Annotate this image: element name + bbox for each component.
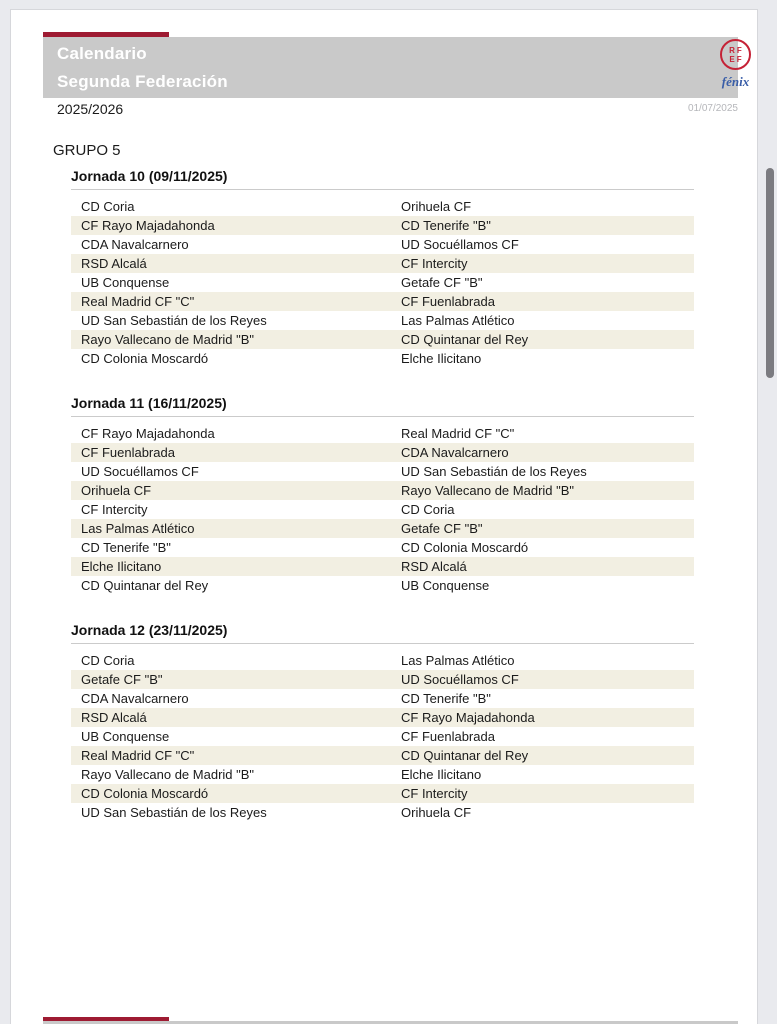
home-team: CF Fuenlabrada	[81, 445, 175, 460]
match-row	[71, 670, 694, 689]
away-team: Orihuela CF	[401, 805, 472, 820]
away-team: UD Socuéllamos CF	[401, 672, 519, 687]
home-team: UB Conquense	[81, 275, 170, 290]
document-subtitle: Segunda Federación	[57, 72, 228, 91]
logo-line1: RF	[729, 45, 744, 55]
away-team: CF Intercity	[401, 256, 468, 271]
home-team: Orihuela CF	[81, 483, 152, 498]
away-team: CF Fuenlabrada	[401, 729, 495, 744]
match-row	[71, 651, 694, 670]
match-row	[71, 784, 694, 803]
away-team: Orihuela CF	[401, 199, 472, 214]
home-team: CDA Navalcarnero	[81, 691, 189, 706]
match-row	[71, 481, 694, 500]
match-row	[71, 538, 694, 557]
home-team: RSD Alcalá	[81, 256, 147, 271]
home-team: CD Coria	[81, 653, 135, 668]
match-row	[71, 462, 694, 481]
match-row	[71, 292, 694, 311]
group-title: GRUPO 5	[53, 142, 121, 159]
away-team: Elche Ilicitano	[401, 767, 482, 782]
match-row	[71, 557, 694, 576]
away-team: CD Quintanar del Rey	[401, 748, 529, 763]
match-list	[71, 424, 694, 595]
match-row	[71, 311, 694, 330]
home-team: Elche Ilicitano	[81, 559, 162, 574]
away-team: CD Coria	[401, 502, 455, 517]
away-team: RSD Alcalá	[401, 559, 467, 574]
match-row	[71, 197, 694, 216]
fenix-brand: fénix	[721, 74, 750, 89]
home-team: Rayo Vallecano de Madrid "B"	[81, 332, 255, 347]
match-list	[71, 197, 694, 368]
scrollbar-track[interactable]	[760, 0, 777, 1024]
match-row	[71, 576, 694, 595]
away-team: UD San Sebastián de los Reyes	[401, 464, 587, 479]
home-team: CF Intercity	[81, 502, 148, 517]
match-row	[71, 519, 694, 538]
match-row	[71, 273, 694, 292]
match-row	[71, 689, 694, 708]
away-team: Elche Ilicitano	[401, 351, 482, 366]
jornada-title: Jornada 12 (23/11/2025)	[71, 622, 694, 644]
match-row	[71, 803, 694, 822]
away-team: Las Palmas Atlético	[401, 653, 515, 668]
home-team: CF Rayo Majadahonda	[81, 426, 215, 441]
home-team: CD Tenerife "B"	[81, 540, 171, 555]
home-team: Real Madrid CF "C"	[81, 294, 195, 309]
generated-date: 01/07/2025	[687, 103, 738, 114]
away-team: Las Palmas Atlético	[401, 313, 515, 328]
away-team: CD Tenerife "B"	[401, 691, 491, 706]
match-row	[71, 349, 694, 368]
away-team: CF Fuenlabrada	[401, 294, 495, 309]
jornada-section	[71, 168, 694, 368]
match-row	[71, 443, 694, 462]
match-row	[71, 746, 694, 765]
jornada-title: Jornada 11 (16/11/2025)	[71, 395, 694, 417]
home-team: UD San Sebastián de los Reyes	[81, 805, 267, 820]
away-team: Getafe CF "B"	[401, 275, 483, 290]
match-row	[71, 727, 694, 746]
home-team: CF Rayo Majadahonda	[81, 218, 215, 233]
home-team: CDA Navalcarnero	[81, 237, 189, 252]
away-team: CDA Navalcarnero	[401, 445, 509, 460]
home-team: CD Quintanar del Rey	[81, 578, 209, 593]
home-team: CD Coria	[81, 199, 135, 214]
match-row	[71, 216, 694, 235]
home-team: UD San Sebastián de los Reyes	[81, 313, 267, 328]
scrollbar-thumb[interactable]	[766, 168, 774, 378]
home-team: RSD Alcalá	[81, 710, 147, 725]
away-team: CD Quintanar del Rey	[401, 332, 529, 347]
jornada-section	[71, 395, 694, 595]
match-row	[71, 254, 694, 273]
home-team: UD Socuéllamos CF	[81, 464, 199, 479]
match-row	[71, 708, 694, 727]
match-row	[71, 765, 694, 784]
away-team: CF Rayo Majadahonda	[401, 710, 535, 725]
match-row	[71, 424, 694, 443]
home-team: CD Colonia Moscardó	[81, 351, 209, 366]
away-team: Getafe CF "B"	[401, 521, 483, 536]
away-team: UB Conquense	[401, 578, 490, 593]
home-team: UB Conquense	[81, 729, 170, 744]
document-title: Calendario	[57, 44, 147, 63]
season-label: 2025/2026	[57, 101, 124, 117]
match-list	[71, 651, 694, 822]
away-team: CD Colonia Moscardó	[401, 540, 529, 555]
away-team: UD Socuéllamos CF	[401, 237, 519, 252]
home-team: Getafe CF "B"	[81, 672, 163, 687]
home-team: Las Palmas Atlético	[81, 521, 195, 536]
jornada-section	[71, 622, 694, 822]
jornada-title: Jornada 10 (09/11/2025)	[71, 168, 694, 190]
header-band	[43, 37, 750, 98]
away-team: Real Madrid CF "C"	[401, 426, 515, 441]
home-team: Rayo Vallecano de Madrid "B"	[81, 767, 255, 782]
match-row	[71, 235, 694, 254]
away-team: CD Tenerife "B"	[401, 218, 491, 233]
match-row	[71, 500, 694, 519]
logo-line2: EF	[729, 54, 744, 64]
rfef-logo-icon	[720, 39, 751, 70]
home-team: Real Madrid CF "C"	[81, 748, 195, 763]
pdf-page	[10, 9, 758, 1024]
away-team: CF Intercity	[401, 786, 468, 801]
away-team: Rayo Vallecano de Madrid "B"	[401, 483, 575, 498]
match-row	[71, 330, 694, 349]
home-team: CD Colonia Moscardó	[81, 786, 209, 801]
